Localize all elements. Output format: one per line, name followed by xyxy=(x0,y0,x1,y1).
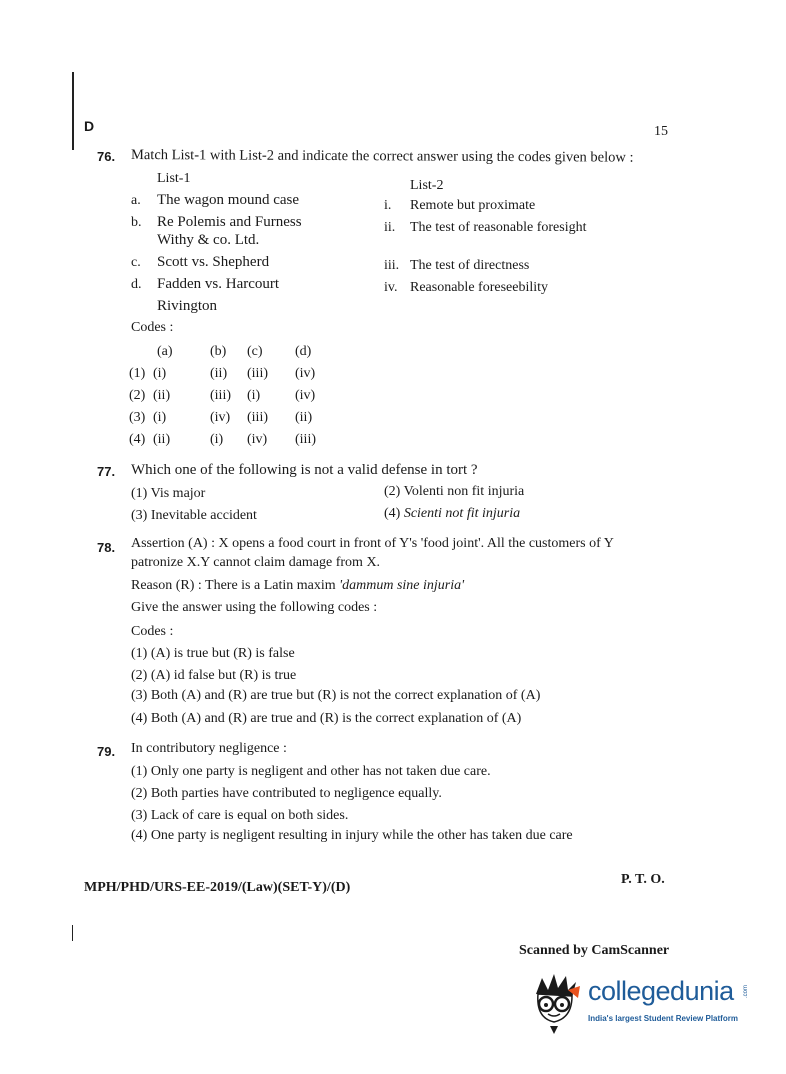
list2-item-iv: Reasonable foreseebility xyxy=(410,280,549,295)
assertion-line-2: patronize X.Y cannot claim damage from X. xyxy=(131,555,381,570)
codes-header-cell: (c) xyxy=(247,344,263,359)
list1-item-d-cont: Rivington xyxy=(157,298,218,314)
reason-line xyxy=(131,578,464,594)
brand-suffix: .com xyxy=(743,984,749,998)
paper-code: MPH/PHD/URS-EE-2019/(Law)(SET-Y)/(D) xyxy=(84,880,351,895)
codes-cell: (iii) xyxy=(247,366,268,381)
codes-cell: (i) xyxy=(210,432,224,447)
codes-cell: (i) xyxy=(247,388,261,403)
list1-key-c: c. xyxy=(131,255,141,270)
codes-row xyxy=(129,429,316,451)
list2-item-iii: The test of directness xyxy=(410,258,530,273)
brand-logo[interactable] xyxy=(528,968,758,1038)
codes-cell: (i) xyxy=(153,366,167,381)
brand-name: collegedunia xyxy=(588,976,734,1006)
scan-margin-line-lower xyxy=(72,925,73,941)
option-1: (1) Vis major xyxy=(131,486,206,501)
codes-cell: (iv) xyxy=(210,410,231,425)
brand-tagline: India's largest Student Review Platform xyxy=(588,1014,738,1023)
option-4: (4) One party is negligent resulting in injury while the other has taken due care xyxy=(131,828,573,843)
list2-title: List-2 xyxy=(410,178,444,193)
question-text: Match List-1 with List-2 and indicate the correct answer using the codes given below : xyxy=(130,147,634,166)
question-text: In contributory negligence : xyxy=(131,741,287,756)
list2-key-i: i. xyxy=(384,198,392,213)
question-number: 76. xyxy=(97,149,116,164)
list1-key-d: d. xyxy=(131,277,142,292)
question-text: Which one of the following is not a valid defense in tort ? xyxy=(131,462,478,478)
list1-title: List-1 xyxy=(157,171,191,186)
list1-key-b: b. xyxy=(131,215,142,230)
option-2: (2) Volenti non fit injuria xyxy=(384,484,525,499)
codes-header-cell: (d) xyxy=(295,344,312,359)
codes-header-cell: (a) xyxy=(157,344,173,359)
codes-cell: (ii) xyxy=(295,410,313,425)
option-3: (3) Inevitable accident xyxy=(131,508,257,523)
option-4-latin: Scienti not fit injuria xyxy=(403,506,521,521)
list2-item-i: Remote but proximate xyxy=(410,198,536,213)
mascot-icon xyxy=(528,968,582,1034)
codes-header-cell xyxy=(129,341,153,363)
scanned-by: Scanned by CamScanner xyxy=(519,943,670,958)
codes-row xyxy=(129,407,316,429)
codes-label: Codes : xyxy=(131,624,174,639)
scan-margin-line xyxy=(72,72,74,150)
question-number: 77. xyxy=(97,464,116,479)
list1-item-b-cont: Withy & co. Ltd. xyxy=(157,232,260,248)
list2-key-iii: iii. xyxy=(384,258,400,273)
list1-item-c: Scott vs. Shepherd xyxy=(157,254,270,270)
option-2: (2) Both parties have contributed to negligence equally. xyxy=(131,786,442,801)
codes-cell: (4) xyxy=(129,432,146,447)
codes-cell: (iii) xyxy=(295,432,316,447)
reason-maxim: 'dammum sine injuria' xyxy=(339,578,465,593)
option-2: (2) (A) id false but (R) is true xyxy=(131,668,297,683)
codes-row xyxy=(129,363,316,385)
assertion-line-1: Assertion (A) : X opens a food court in front of Y's 'food joint'. All the customers of Y xyxy=(131,536,614,551)
codes-table xyxy=(129,341,316,451)
codes-cell: (iv) xyxy=(247,432,268,447)
question-number: 79. xyxy=(97,744,116,759)
codes-cell: (3) xyxy=(129,410,146,425)
codes-row xyxy=(129,385,316,407)
codes-header-row xyxy=(129,341,316,363)
codes-cell: (iv) xyxy=(295,388,316,403)
option-1: (1) (A) is true but (R) is false xyxy=(131,646,295,661)
option-3: (3) Lack of care is equal on both sides. xyxy=(131,808,349,823)
page-number: 15 xyxy=(654,124,668,139)
option-1: (1) Only one party is negligent and other has not taken due care. xyxy=(131,764,491,779)
codes-label: Codes : xyxy=(131,320,174,335)
list2-key-iv: iv. xyxy=(384,280,398,295)
pto: P. T. O. xyxy=(621,872,665,887)
list1-item-a: The wagon mound case xyxy=(157,192,300,208)
question-number: 78. xyxy=(97,540,116,555)
codes-cell: (2) xyxy=(129,388,146,403)
codes-cell: (iv) xyxy=(295,366,316,381)
codes-cell: (ii) xyxy=(210,366,228,381)
codes-cell: (ii) xyxy=(153,388,171,403)
codes-cell: (ii) xyxy=(153,432,171,447)
instruction: Give the answer using the following codes : xyxy=(131,600,378,615)
codes-header-cell: (b) xyxy=(210,344,227,359)
option-3: (3) Both (A) and (R) are true but (R) is not the correct explanation of (A) xyxy=(131,688,541,703)
reason-prefix: Reason (R) : There is a Latin maxim xyxy=(131,578,336,593)
option-4: (4) Scienti not fit injuria xyxy=(384,506,521,521)
list1-key-a: a. xyxy=(131,193,141,208)
list2-key-ii: ii. xyxy=(384,220,396,235)
option-4: (4) Both (A) and (R) are true and (R) is the correct explanation of (A) xyxy=(131,711,522,726)
list1-item-d: Fadden vs. Harcourt xyxy=(157,276,280,292)
codes-cell: (iii) xyxy=(247,410,268,425)
codes-cell: (iii) xyxy=(210,388,231,403)
codes-cell: (i) xyxy=(153,410,167,425)
list2-item-ii: The test of reasonable foresight xyxy=(410,220,587,235)
list1-item-b: Re Polemis and Furness xyxy=(157,214,302,230)
set-letter: D xyxy=(84,118,95,134)
codes-cell: (1) xyxy=(129,366,146,381)
